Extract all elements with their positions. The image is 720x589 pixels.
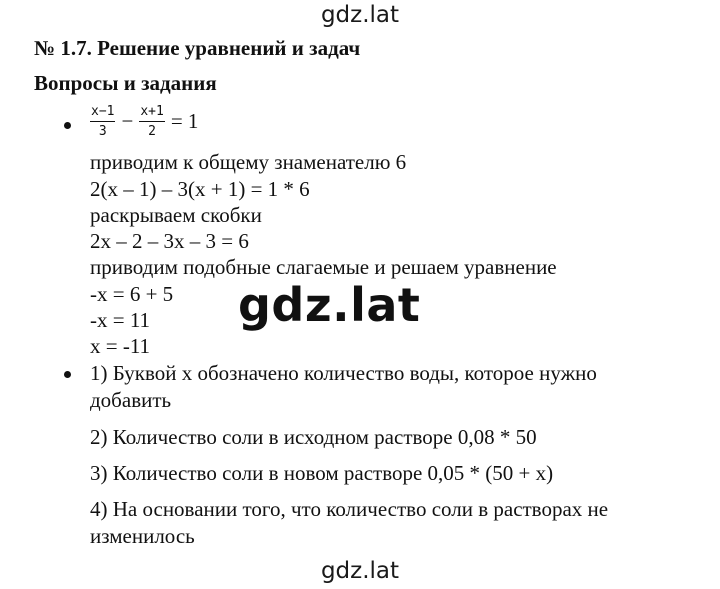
task-line: добавить: [90, 388, 172, 412]
minus-sign: −: [121, 109, 134, 133]
task-line: 3) Количество соли в новом растворе 0,05 * (50 + x): [90, 461, 554, 485]
fraction-1: [90, 104, 115, 139]
page-title: № 1.7. Решение уравнений и задач: [34, 36, 361, 60]
fraction-1-numerator: x−1: [90, 104, 115, 122]
task-line: 2) Количество соли в исходном растворе 0,08 * 50: [90, 425, 537, 449]
equation-rhs: = 1: [170, 109, 199, 133]
watermark-middle: gdz.lat: [238, 278, 421, 332]
bullet-1: [64, 122, 71, 129]
solution-line: приводим подобные слагаемые и решаем уравнение: [90, 255, 557, 279]
section-subtitle: Вопросы и задания: [34, 71, 217, 95]
watermark-bottom: gdz.lat: [320, 558, 400, 584]
solution-line: x = -11: [90, 334, 151, 358]
fraction-1-denominator: 3: [98, 124, 107, 139]
task-line: изменилось: [90, 524, 195, 548]
watermark-top: gdz.lat: [320, 2, 400, 28]
solution-line: приводим к общему знаменателю 6: [90, 150, 407, 174]
solution-line: -x = 11: [90, 308, 151, 332]
solution-line: 2(x – 1) – 3(x + 1) = 1 * 6: [90, 177, 310, 201]
fraction-2: [139, 104, 164, 139]
equation: [88, 104, 202, 139]
task-line: 1) Буквой x обозначено количество воды, которое нужно: [90, 361, 597, 385]
fraction-2-numerator: x+1: [139, 104, 164, 122]
solution-line: -x = 6 + 5: [90, 282, 174, 306]
solution-line: 2x – 2 – 3x – 3 = 6: [90, 229, 249, 253]
task-line: 4) На основании того, что количество соли в растворах не: [90, 497, 609, 521]
solution-line: раскрываем скобки: [90, 203, 262, 227]
fraction-2-denominator: 2: [148, 124, 156, 139]
bullet-2: [64, 371, 71, 378]
